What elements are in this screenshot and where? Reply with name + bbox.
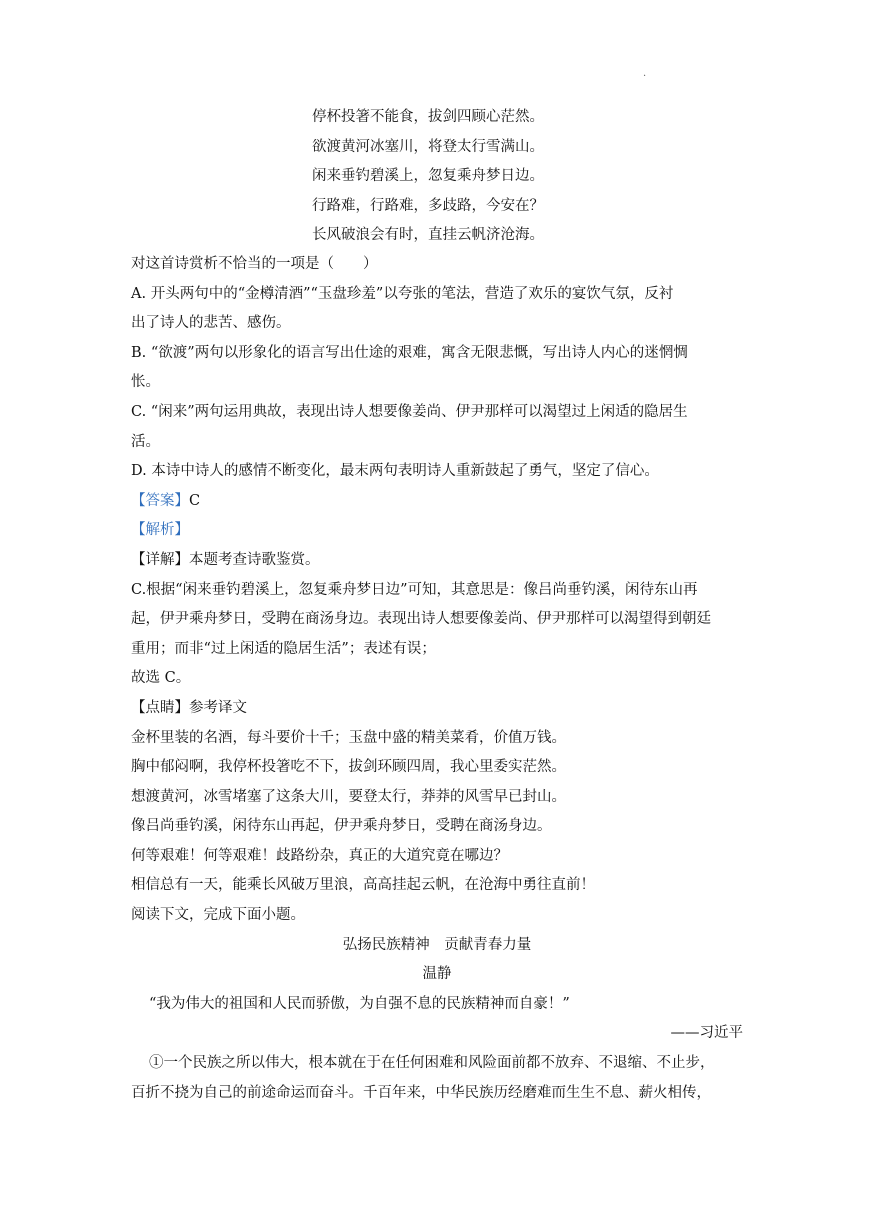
option-c-continuation: 活。 [131,433,160,450]
detail-tag: 【详解】 [131,551,189,568]
note-tag: 【点睛】 [131,699,189,716]
article-paragraph-continuation: 百折不挠为自己的前途命运而奋斗。千百年来，中华民族历经磨难而生生不息、薪火相传， [131,1084,711,1101]
detail-text: 重用；而非“过上闲适的隐居生活”；表述有误； [131,640,436,657]
article-title: 弘扬民族精神 贡献青春力量 [342,936,532,953]
detail-choice: 故选 C。 [131,670,191,687]
translation-line: 像吕尚垂钓溪，闲待东山再起，伊尹乘舟梦日，受聘在商汤身边。 [131,818,552,835]
document-body [131,250,743,1108]
question-stem: 对这首诗赏析不恰当的一项是（ ） [131,256,378,272]
poem-line: 欲渡黄河冰塞川，将登太行雪满山。 [312,138,544,155]
answer-tag: 【答案】 [131,492,189,509]
detail-heading [131,546,743,576]
translation-line: 相信总有一天，能乘长风破万里浪，高高挂起云帆，在沧海中勇往直前！ [131,877,595,894]
option-b: B. “欲渡”两句以形象化的语言写出仕途的艰难，寓含无限悲慨，写出诗人内心的迷惘惆 [131,344,688,361]
analysis-line [131,516,743,546]
quote-source: ——习近平 [670,1025,743,1042]
poem-line: 停杯投箸不能食，拔剑四顾心茫然。 [312,109,544,125]
translation-line: 何等艰难！何等艰难！歧路纷杂，真正的大道究竟在哪边？ [131,847,508,864]
poem-line: 长风破浪会有时，直挂云帆济沧海。 [312,227,544,244]
article-author: 温静 [422,966,452,983]
answer-line [131,487,743,517]
note-text: 参考译文 [189,699,247,716]
option-a-continuation: 出了诗人的悲苦、感伤。 [131,315,291,332]
option-d: D. 本诗中诗人的感情不断变化，最末两句表明诗人重新鼓起了勇气，坚定了信心。 [131,463,659,480]
article-paragraph: ①一个民族之所以伟大，根本就在于在任何困难和风险面前都不放弃、不退缩、不止步， [149,1055,715,1072]
note-heading [131,694,743,724]
article-quote: “我为伟大的祖国和人民而骄傲，为自强不息的民族精神而自豪！” [149,995,570,1012]
detail-text: C.根据“闲来垂钓碧溪上，忽复乘舟梦日边”可知，其意思是：像吕尚垂钓溪，闲待东山再 [131,581,698,598]
translation-line: 胸中郁闷啊，我停杯投箸吃不下，拔剑环顾四周，我心里委实茫然。 [131,759,566,776]
option-c: C. “闲来”两句运用典故，表现出诗人想要像姜尚、伊尹那样可以渴望过上闲适的隐居生 [131,403,688,420]
poem-line: 行路难，行路难，多歧路，今安在？ [312,197,544,214]
analysis-tag: 【解析】 [131,522,189,539]
answer-value: C [189,492,201,509]
poem [312,103,544,251]
option-b-continuation: 怅。 [131,374,160,391]
translation-line: 想渡黄河，冰雪堵塞了这条大川，要登太行，莽莽的风雪早已封山。 [131,788,566,805]
poem-line: 闲来垂钓碧溪上，忽复乘舟梦日边。 [312,168,544,185]
top-mark: · [643,71,647,82]
detail-text: 起，伊尹乘舟梦日，受聘在商汤身边。表现出诗人想要像姜尚、伊尹那样可以渴望得到朝廷 [131,611,711,628]
option-a: A. 开头两句中的“金樽清酒”“玉盘珍羞”以夸张的笔法，营造了欢乐的宴饮气氛，反衬 [131,285,674,302]
detail-intro: 本题考查诗歌鉴赏。 [189,551,320,568]
reading-prompt: 阅读下文，完成下面小题。 [131,907,305,924]
translation-line: 金杯里装的名酒，每斗要价十千；玉盘中盛的精美菜肴，价值万钱。 [131,729,566,746]
